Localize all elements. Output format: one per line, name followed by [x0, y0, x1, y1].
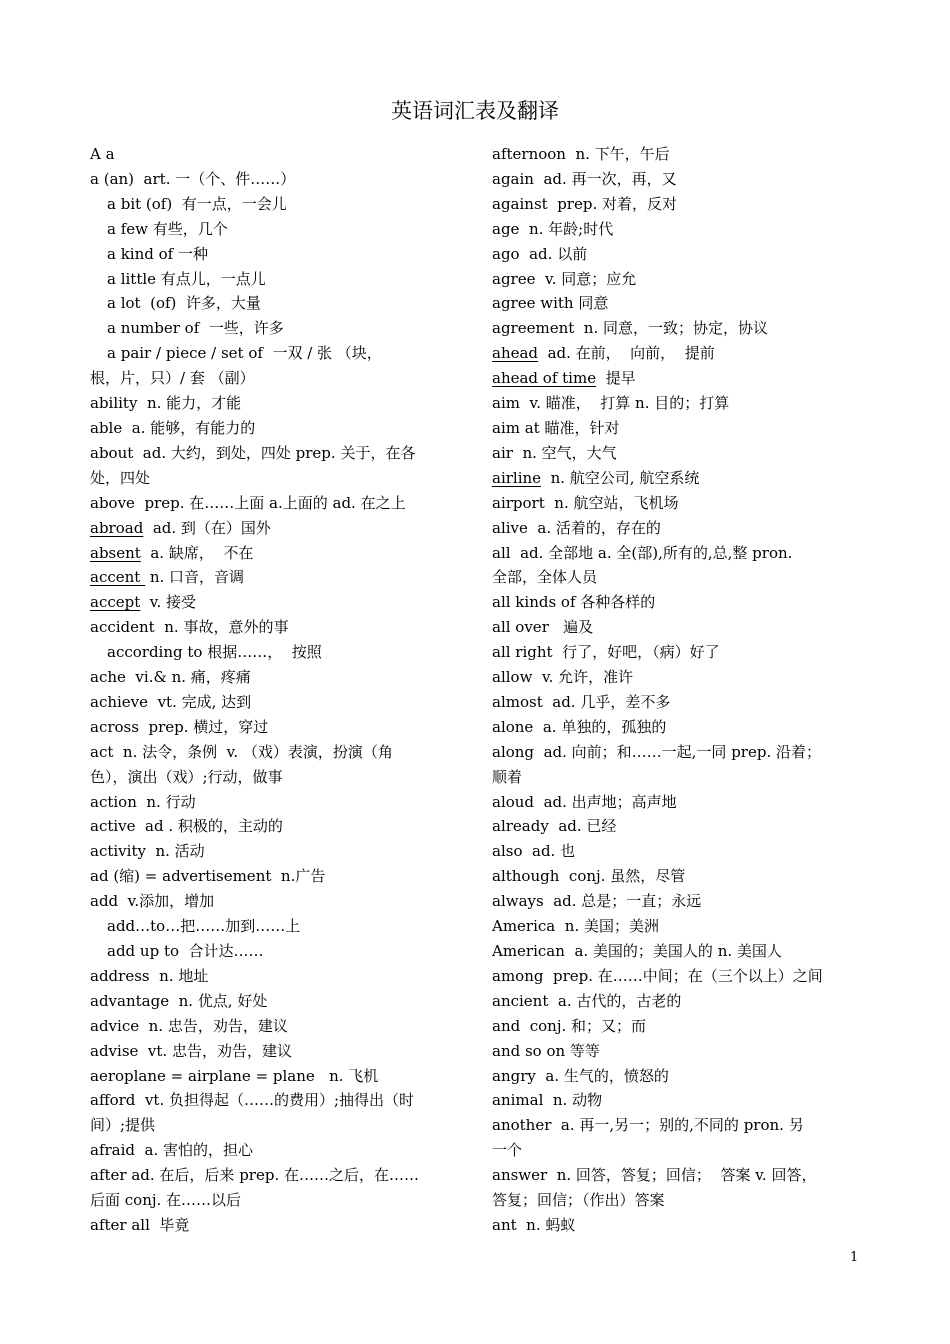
vocab-line: America n. 美国；美洲 — [492, 917, 659, 936]
vocab-line: aloud ad. 出声地；高声地 — [492, 792, 677, 811]
underlined-word: ahead of time — [492, 369, 597, 388]
vocab-line: always ad. 总是；一直；永远 — [492, 892, 702, 911]
vocab-line: all over 遍及 — [492, 618, 594, 637]
vocab-line — [492, 466, 864, 491]
vocab-line: about ad. 大约，到处，四处 prep. 关于，在各 — [90, 443, 416, 462]
vocab-line: airport n. 航空站，飞机场 — [492, 493, 679, 512]
vocab-line: address n. 地址 — [90, 966, 209, 985]
page-number: 1 — [850, 1250, 859, 1265]
vocab-line: a bit (of) 有一点，一会儿 — [107, 194, 287, 213]
vocab-line: air n. 空气，大气 — [492, 443, 617, 462]
vocab-line: already ad. 已经 — [492, 817, 617, 836]
vocab-line: again ad. 再一次，再，又 — [492, 169, 677, 188]
vocab-line: another a. 再一,另一；别的,不同的 pron. 另 — [492, 1116, 804, 1135]
vocab-line: add v.添加，增加 — [90, 892, 215, 911]
vocab-line: a lot (of) 许多，大量 — [107, 294, 261, 313]
vocab-line: add…to…把……加到……上 — [107, 917, 301, 936]
vocab-line: advantage n. 优点, 好处 — [90, 991, 268, 1010]
vocab-line: against prep. 对着，反对 — [492, 194, 677, 213]
vocab-line: across prep. 横过，穿过 — [90, 717, 269, 736]
underlined-word: airline — [492, 468, 542, 487]
definition-text: a. 缺席， 不在 — [140, 543, 254, 562]
vocab-line: a number of 一些，许多 — [107, 319, 284, 338]
vocab-line: also ad. 也 — [492, 842, 576, 861]
vocab-line — [492, 366, 864, 391]
vocab-line: ad (缩) = advertisement n.广告 — [90, 867, 326, 886]
underlined-word: accent — [90, 568, 146, 587]
vocab-line: all kinds of 各种各样的 — [492, 593, 656, 612]
vocab-line: along ad. 向前；和……一起,一同 prep. 沿着； — [492, 742, 821, 761]
vocab-line: afternoon n. 下午，午后 — [492, 145, 670, 163]
underlined-word: accept — [90, 593, 141, 612]
vocab-line: 处，四处 — [90, 468, 151, 487]
vocab-line: after ad. 在后，后来 prep. 在……之后，在…… — [90, 1166, 419, 1185]
vocab-line: a (an) art. 一（个、件……） — [90, 169, 296, 188]
vocab-line: 色），演出（戏）;行动，做事 — [90, 767, 283, 786]
vocab-line: ache vi.& n. 痛，疼痛 — [90, 668, 251, 687]
vocab-line: all ad. 全部地 a. 全(部),所有的,总,整 pron. — [492, 543, 793, 562]
vocab-line: almost ad. 几乎，差不多 — [492, 692, 671, 711]
vocab-line — [90, 541, 462, 566]
vocab-line: 答复；回信；（作出）答案 — [492, 1191, 665, 1210]
vocab-line: angry a. 生气的，愤怒的 — [492, 1066, 669, 1085]
vocab-line: alive a. 活着的，存在的 — [492, 518, 661, 537]
vocab-line: afford vt. 负担得起（……的费用）;抽得出（时 — [90, 1091, 415, 1110]
vocab-line: 全部，全体人员 — [492, 568, 598, 587]
vocab-line: above prep. 在……上面 a.上面的 ad. 在之上 — [90, 493, 406, 512]
underlined-word: abroad — [90, 518, 144, 537]
right-column — [492, 142, 864, 1238]
vocab-line: A a — [90, 145, 115, 163]
underlined-word: ahead — [492, 344, 539, 363]
definition-text: ad. 在前， 向前， 提前 — [538, 344, 715, 363]
vocab-line: agree with 同意 — [492, 294, 609, 313]
vocab-line — [90, 565, 462, 590]
vocab-line: after all 毕竟 — [90, 1215, 190, 1234]
vocab-line: agreement n. 同意，一致；协定，协议 — [492, 319, 768, 338]
vocab-line — [90, 590, 462, 615]
vocab-line: age n. 年龄;时代 — [492, 219, 614, 238]
vocab-line: alone a. 单独的，孤独的 — [492, 717, 667, 736]
vocab-line: act n. 法令，条例 v. （戏）表演，扮演（角 — [90, 742, 393, 761]
vocab-line: and so on 等等 — [492, 1041, 600, 1060]
vocab-line: aeroplane = airplane = plane n. 飞机 — [90, 1066, 379, 1085]
vocab-line: action n. 行动 — [90, 792, 196, 811]
vocab-line: agree v. 同意；应允 — [492, 269, 637, 288]
definition-text: v. 接受 — [140, 593, 197, 612]
vocab-line: able a. 能够，有能力的 — [90, 418, 256, 437]
vocab-line: active ad . 积极的，主动的 — [90, 817, 283, 836]
vocab-line: American a. 美国的；美国人的 n. 美国人 — [492, 942, 782, 960]
vocab-line: a kind of 一种 — [107, 244, 208, 263]
vocab-line: advice n. 忠告，劝告，建议 — [90, 1016, 288, 1035]
vocab-line: all right 行了，好吧，（病）好了 — [492, 643, 720, 662]
vocab-line: answer n. 回答，答复；回信； 答案 v. 回答， — [492, 1166, 817, 1185]
vocab-line: 间）;提供 — [90, 1116, 156, 1135]
vocab-line: a few 有些，几个 — [107, 219, 228, 238]
vocab-line: 根，片，只）/ 套 （副） — [90, 369, 255, 388]
definition-text: ad. 到（在）国外 — [143, 518, 271, 537]
definition-text: n. 口音，音调 — [145, 568, 245, 587]
vocab-line: a pair / piece / set of 一双 / 张 （块， — [107, 344, 382, 363]
vocab-line: ability n. 能力，才能 — [90, 394, 242, 413]
vocab-line: according to 根据……， 按照 — [107, 643, 322, 662]
page-title: 英语词汇表及翻译 — [391, 99, 559, 123]
vocab-line: animal n. 动物 — [492, 1091, 603, 1110]
vocab-line: activity n. 活动 — [90, 842, 205, 861]
vocab-line: achieve vt. 完成, 达到 — [90, 692, 252, 711]
vocab-line: accident n. 事故，意外的事 — [90, 618, 289, 637]
left-column — [90, 142, 462, 1238]
vocab-line: ancient a. 古代的，古老的 — [492, 991, 682, 1010]
vocab-line: afraid a. 害怕的，担心 — [90, 1141, 254, 1160]
vocab-line: a little 有点儿，一点儿 — [107, 269, 266, 288]
vocab-line: aim v. 瞄准， 打算 n. 目的；打算 — [492, 394, 730, 413]
vocab-line: 顺着 — [492, 767, 523, 786]
vocab-line: 一个 — [492, 1141, 523, 1160]
vocab-line — [90, 516, 462, 541]
definition-text: 提早 — [596, 369, 636, 388]
definition-text: n. 航空公司, 航空系统 — [541, 468, 700, 487]
vocab-line: add up to 合计达…… — [107, 942, 264, 960]
vocab-line: and conj. 和；又；而 — [492, 1016, 647, 1035]
vocab-line: ago ad. 以前 — [492, 244, 588, 263]
vocab-line: aim at 瞄准，针对 — [492, 418, 620, 437]
vocab-line: among prep. 在……中间；在（三个以上）之间 — [492, 966, 823, 985]
underlined-word: absent — [90, 543, 141, 562]
vocab-line: advise vt. 忠告，劝告，建议 — [90, 1041, 292, 1060]
vocab-line: ant n. 蚂蚁 — [492, 1215, 576, 1234]
vocab-line: 后面 conj. 在……以后 — [90, 1191, 242, 1210]
vocab-line — [492, 341, 864, 366]
vocab-line: although conj. 虽然，尽管 — [492, 867, 686, 886]
vocab-line: allow v. 允许，准许 — [492, 668, 634, 687]
